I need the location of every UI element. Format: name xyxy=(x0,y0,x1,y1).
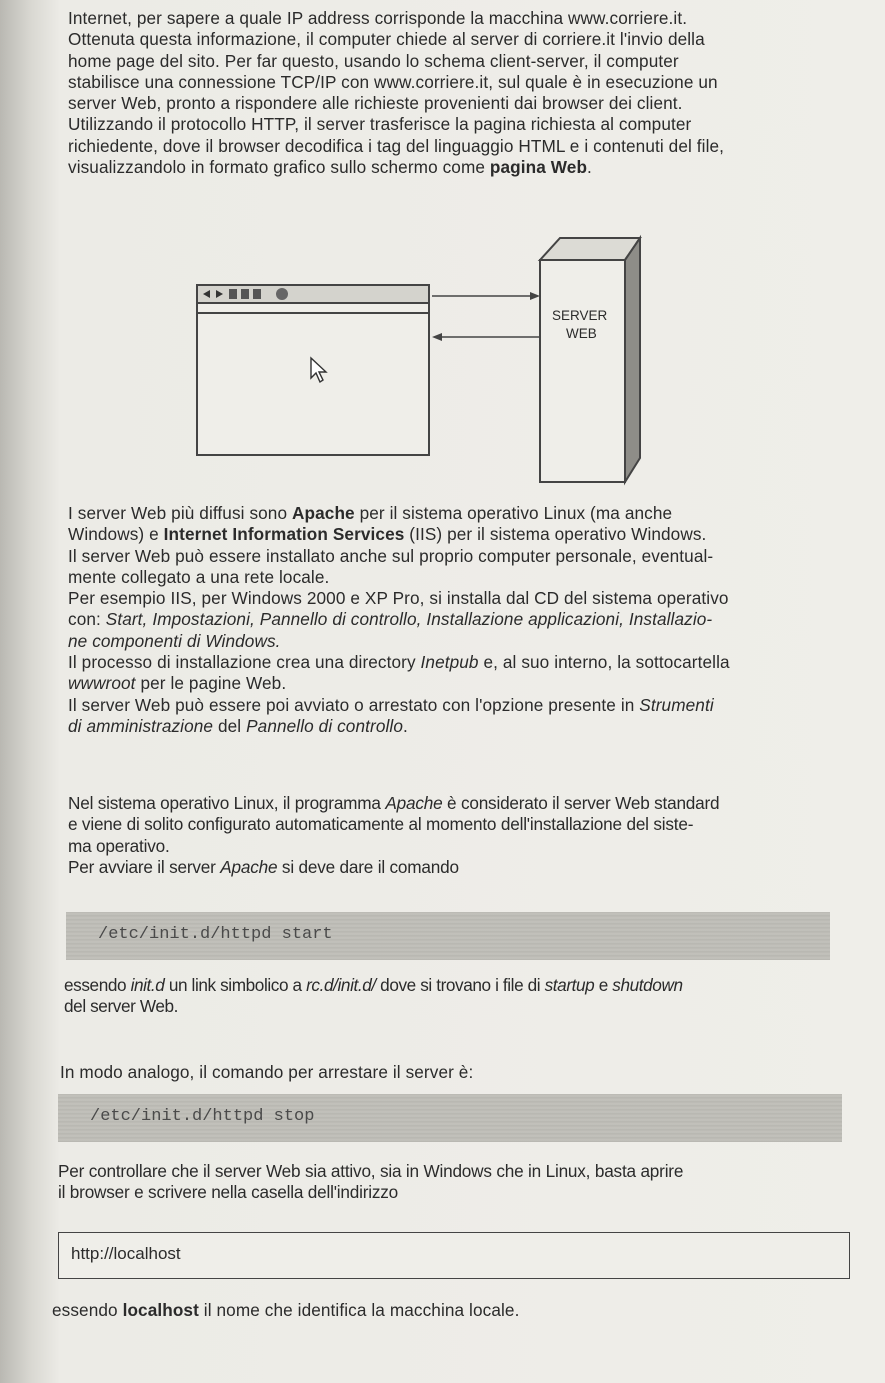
server-tower xyxy=(540,238,640,482)
browser-window xyxy=(197,285,429,455)
text-line: essendo init.d un link simbolico a rc.d/init.d/ dove si trovano i file di startup e shutdown xyxy=(64,975,683,995)
localhost-paragraph xyxy=(52,1300,842,1321)
intro-line: Utilizzando il protocollo HTTP, il server trasferisce la pagina richiesta al computer xyxy=(68,114,692,135)
text-line: di amministrazione del Pannello di controllo. xyxy=(68,715,408,736)
server-label: WEB xyxy=(566,326,597,341)
text-line: mente collegato a una rete locale. xyxy=(68,566,330,587)
text-line: essendo localhost il nome che identifica la macchina locale. xyxy=(52,1300,520,1320)
text-line: il browser e scrivere nella casella dell'indirizzo xyxy=(58,1182,399,1203)
text-line: Il processo di installazione crea una directory Inetpub e, al suo interno, la sottocartella xyxy=(68,652,730,673)
text-line: Per avviare il server Apache si deve dare il comando xyxy=(68,856,459,877)
text-line: con: Start, Impostazioni, Pannello di controllo, Installazione applicazioni, Installazio- xyxy=(68,609,713,630)
text-line: wwwroot per le pagine Web. xyxy=(68,673,287,694)
intro-line: richiedente, dove il browser decodifica i tag del linguaggio HTML e i contenuti del file, xyxy=(68,135,725,156)
init-paragraph xyxy=(64,975,844,1018)
intro-line: Ottenuta questa informazione, il computer chiede al server di corriere.it l'invio della xyxy=(68,29,705,50)
command-box-stop xyxy=(58,1094,842,1142)
command-text: /etc/init.d/httpd start xyxy=(98,925,333,944)
text-line: ne componenti di Windows. xyxy=(68,630,281,651)
stop-paragraph xyxy=(60,1062,820,1083)
request-arrow xyxy=(432,292,540,300)
server-label: SERVER xyxy=(552,308,608,323)
check-paragraph xyxy=(58,1161,848,1204)
intro-line: server Web, pronto a rispondere alle richieste provenienti dai browser dei client. xyxy=(68,93,683,114)
text-line: del server Web. xyxy=(64,996,179,1017)
text-line: e viene di solito configurato automaticamente al momento dell'installazione del siste- xyxy=(68,814,694,835)
text-line: In modo analogo, il comando per arrestare il server è: xyxy=(60,1062,474,1082)
servers-paragraph xyxy=(68,503,828,737)
client-server-diagram xyxy=(0,0,885,510)
text-line: Windows) e Internet Information Services (IIS) per il sistema operativo Windows. xyxy=(68,524,707,545)
text-line: Nel sistema operativo Linux, il programma Apache è considerato il server Web standard xyxy=(68,793,720,813)
intro-line: stabilisce una connessione TCP/IP con www.corriere.it, sul quale è in esecuzione un xyxy=(68,71,718,92)
command-box-start xyxy=(66,912,830,960)
text-line: I server Web più diffusi sono Apache per il sistema operativo Linux (ma anche xyxy=(68,503,673,523)
text-line: Il server Web può essere poi avviato o arrestato con l'opzione presente in Strumenti xyxy=(68,694,714,715)
text-line: Per controllare che il server Web sia attivo, sia in Windows che in Linux, basta aprire xyxy=(58,1161,684,1181)
command-text: /etc/init.d/httpd stop xyxy=(90,1107,315,1126)
intro-line: visualizzandolo in formato grafico sullo schermo come pagina Web. xyxy=(68,157,592,178)
intro-line: home page del sito. Per far questo, usando lo schema client-server, il computer xyxy=(68,50,679,71)
text-line: Per esempio IIS, per Windows 2000 e XP Pro, si installa dal CD del sistema operativo xyxy=(68,588,729,609)
response-arrow xyxy=(432,333,540,341)
url-box xyxy=(58,1232,850,1279)
text-line: Il server Web può essere installato anche sul proprio computer personale, eventual- xyxy=(68,545,714,566)
url-text: http://localhost xyxy=(71,1244,181,1263)
linux-paragraph xyxy=(68,793,828,878)
text-line: ma operativo. xyxy=(68,835,170,856)
intro-line: Internet, per sapere a quale IP address corrisponde la macchina www.corriere.it. xyxy=(68,8,688,28)
